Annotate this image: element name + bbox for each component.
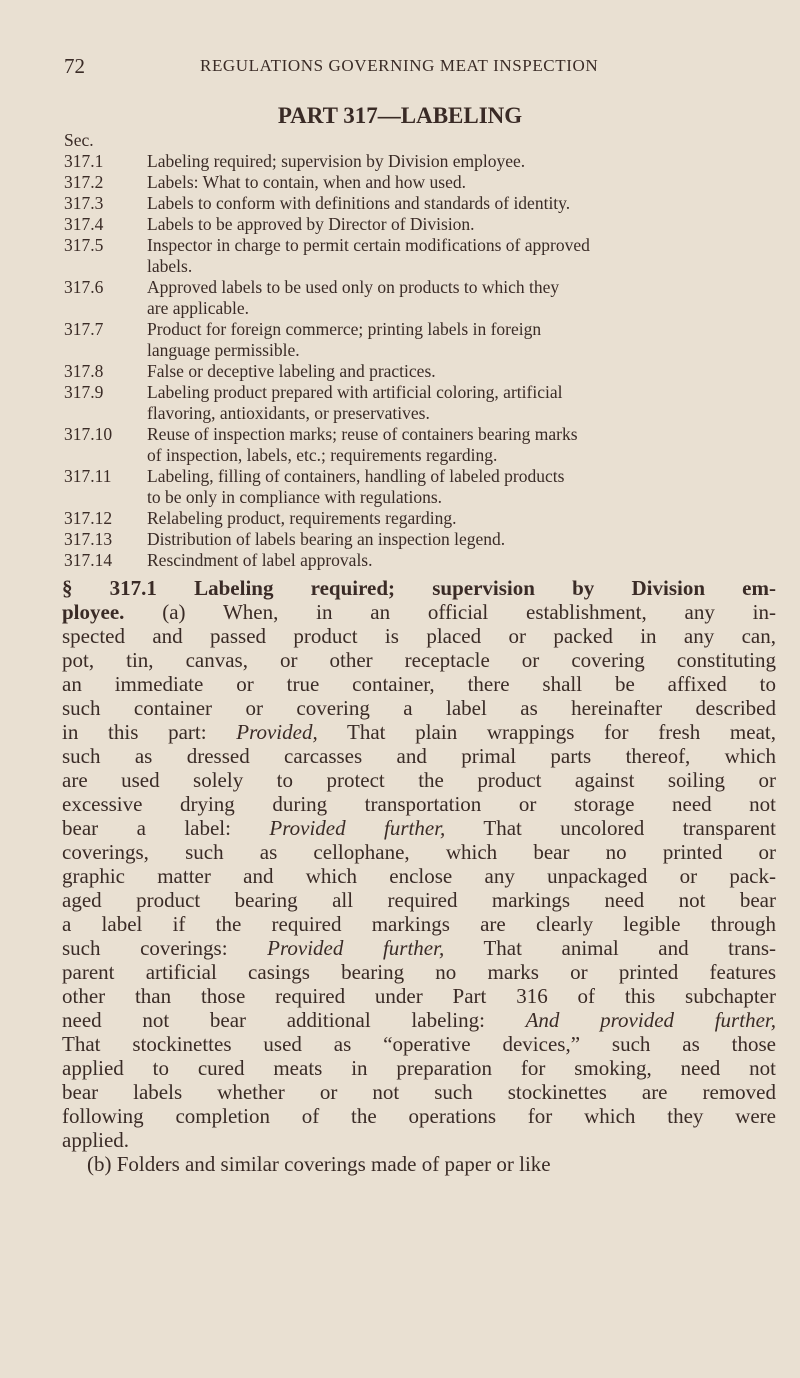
body-line (62, 1104, 776, 1128)
toc-item (64, 508, 774, 529)
toc-section-number: 317.3 (64, 193, 104, 213)
toc-section-number: 317.9 (64, 382, 104, 402)
toc-label: Sec. (64, 130, 94, 150)
body-line (62, 864, 776, 888)
toc-section-title: Distribution of labels bearing an inspection legend. (147, 529, 506, 549)
table-of-contents (64, 130, 774, 571)
toc-section-number: 317.5 (64, 235, 104, 255)
body-text: in this part: (62, 720, 237, 744)
body-text: parent artificial casings bearing no marks or printed features (62, 960, 776, 984)
body-text: coverings, such as cellophane, which bear no printed or (62, 840, 776, 864)
body-text: bear a label: (62, 816, 270, 840)
body-text: pot, tin, canvas, or other receptacle or covering constituting (62, 648, 776, 672)
toc-item-continuation: language permissible. (147, 340, 300, 360)
body-line (62, 624, 776, 648)
toc-section-title: Reuse of inspection marks; reuse of containers bearing marks (147, 424, 578, 444)
body-text: are used solely to protect the product against soiling or (62, 768, 776, 792)
toc-section-number: 317.12 (64, 508, 113, 528)
body-line (62, 816, 776, 840)
body-line (62, 696, 776, 720)
body-line (62, 1056, 776, 1080)
body-text: That stockinettes used as “operative devices,” such as those (62, 1032, 776, 1056)
toc-section-title: Labels: What to contain, when and how used. (147, 172, 466, 192)
toc-section-title: Relabeling product, requirements regarding. (147, 508, 457, 528)
toc-item (64, 277, 774, 298)
toc-section-number: 317.6 (64, 277, 104, 297)
body-text: spected and passed product is placed or packed in any can, (62, 624, 776, 648)
toc-section-title: Rescindment of label approvals. (147, 550, 373, 570)
toc-item (64, 235, 774, 256)
body-text: other than those required under Part 316 of this subchapter (62, 984, 776, 1008)
body-line (62, 768, 776, 792)
toc-section-title: Approved labels to be used only on products to which they (147, 277, 560, 297)
section-heading: § 317.1 Labeling required; supervision by Division em- (62, 576, 776, 600)
body-line (62, 600, 776, 624)
body-line (62, 1128, 776, 1152)
italic-proviso: And provided further, (525, 1008, 776, 1032)
toc-item (64, 529, 774, 550)
toc-section-number: 317.14 (64, 550, 113, 570)
body-line (62, 912, 776, 936)
body-line (62, 984, 776, 1008)
toc-section-number: 317.2 (64, 172, 104, 192)
toc-section-title: Labeling product prepared with artificial coloring, artificial (147, 382, 563, 402)
body-text: an immediate or true container, there shall be affixed to (62, 672, 776, 696)
toc-item-continuation: labels. (147, 256, 193, 276)
body-text: That uncolored transparent (445, 816, 776, 840)
body-line (62, 1080, 776, 1104)
body-text: following completion of the operations for which they were (62, 1104, 776, 1128)
body-text: such coverings: (62, 936, 268, 960)
toc-section-title: Product for foreign commerce; printing labels in foreign (147, 319, 542, 339)
toc-section-number: 317.1 (64, 151, 104, 171)
toc-section-number: 317.13 (64, 529, 113, 549)
toc-item (64, 214, 774, 235)
body-text: bear labels whether or not such stockinettes are removed (62, 1080, 776, 1104)
body-text: aged product bearing all required markings need not bear (62, 888, 776, 912)
toc-item (64, 466, 774, 487)
body-text: graphic matter and which enclose any unpackaged or pack- (62, 864, 776, 888)
toc-item-continuation: of inspection, labels, etc.; requirements regarding. (147, 445, 498, 465)
toc-section-title: Labels to be approved by Director of Division. (147, 214, 475, 234)
body-line (62, 720, 776, 744)
body-line (62, 840, 776, 864)
toc-section-number: 317.10 (64, 424, 113, 444)
toc-section-title: Labeling required; supervision by Division employee. (147, 151, 526, 171)
body-line (62, 672, 776, 696)
toc-section-title: Inspector in charge to permit certain modifications of approved (147, 235, 590, 255)
toc-section-number: 317.8 (64, 361, 104, 381)
toc-section-number: 317.4 (64, 214, 104, 234)
toc-section-title: Labeling, filling of containers, handling of labeled products (147, 466, 565, 486)
toc-item (64, 382, 774, 403)
body-text: applied to cured meats in preparation for smoking, need not (62, 1056, 776, 1080)
section-body (62, 576, 776, 1176)
toc-section-number: 317.11 (64, 466, 112, 486)
body-line (62, 744, 776, 768)
running-header (64, 54, 664, 80)
body-line (62, 936, 776, 960)
body-line (62, 1032, 776, 1056)
body-text: That animal and trans- (444, 936, 776, 960)
italic-proviso: Provided further, (267, 936, 445, 960)
section-heading-continuation: ployee. (62, 600, 125, 624)
body-text: need not bear additional labeling: (62, 1008, 526, 1032)
toc-section-title: Labels to conform with definitions and standards of identity. (147, 193, 571, 213)
body-text: such container or covering a label as hereinafter described (62, 696, 776, 720)
toc-section-title: False or deceptive labeling and practices. (147, 361, 436, 381)
body-text: That plain wrappings for fresh meat, (317, 720, 776, 744)
toc-item (64, 319, 774, 340)
toc-item (64, 172, 774, 193)
body-text: excessive drying during transportation or storage need not (62, 792, 776, 816)
toc-item-continuation: are applicable. (147, 298, 250, 318)
italic-proviso: Provided, (236, 720, 318, 744)
toc-item (64, 424, 774, 445)
body-text: a label if the required markings are clearly legible through (62, 912, 776, 936)
toc-item (64, 193, 774, 214)
body-text: such as dressed carcasses and primal parts thereof, which (62, 744, 776, 768)
toc-item-continuation: flavoring, antioxidants, or preservatives. (147, 403, 430, 423)
page-number: 72 (64, 54, 85, 78)
toc-item (64, 361, 774, 382)
body-text: (b) Folders and similar coverings made of paper or like (87, 1152, 551, 1176)
italic-proviso: Provided further, (269, 816, 446, 840)
body-line (62, 888, 776, 912)
body-line (62, 792, 776, 816)
toc-item (64, 550, 774, 571)
body-line (62, 960, 776, 984)
toc-item-continuation: to be only in compliance with regulations. (147, 487, 443, 507)
running-title: REGULATIONS GOVERNING MEAT INSPECTION (200, 56, 599, 75)
toc-section-number: 317.7 (64, 319, 104, 339)
part-title: PART 317—LABELING (277, 103, 523, 128)
body-line (62, 648, 776, 672)
body-line (62, 1152, 776, 1176)
body-line (62, 1008, 776, 1032)
toc-item (64, 151, 774, 172)
body-text: (a) When, in an official establishment, any in- (162, 600, 776, 624)
body-text: applied. (62, 1128, 130, 1152)
